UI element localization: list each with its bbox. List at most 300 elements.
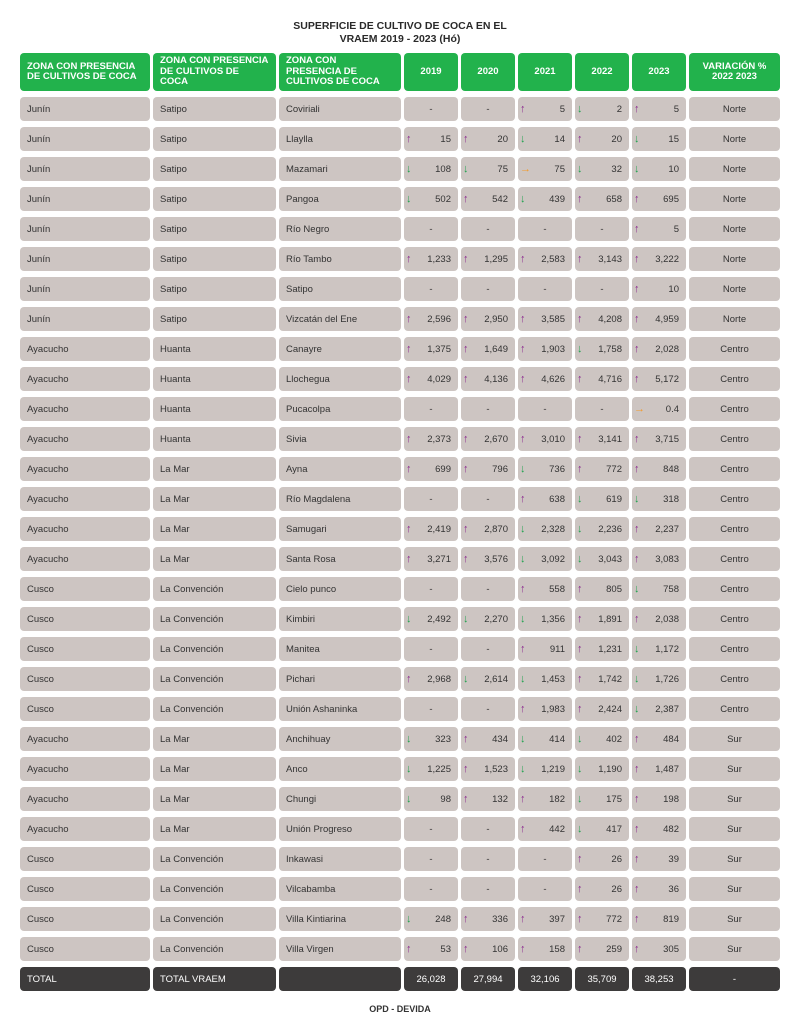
cell-value: 3,092 xyxy=(541,553,565,565)
value-cell-2020 xyxy=(461,907,515,931)
region-cell: Cusco xyxy=(20,637,150,661)
trend-up-icon: ↑ xyxy=(520,373,526,385)
table-row xyxy=(20,307,780,331)
table-row xyxy=(20,397,780,421)
value-cell-2023 xyxy=(632,457,686,481)
region-cell: Ayacucho xyxy=(20,487,150,511)
region-cell: Junín xyxy=(20,157,150,181)
cell-value: 1,375 xyxy=(427,343,451,355)
value-cell-2019 xyxy=(404,487,458,511)
value-cell-2019 xyxy=(404,727,458,751)
province-cell: La Mar xyxy=(153,517,276,541)
trend-up-icon: ↑ xyxy=(577,613,583,625)
cell-value: - xyxy=(486,583,490,595)
cell-value: - xyxy=(486,853,490,865)
total-2022: 35,709 xyxy=(575,967,629,991)
cell-value: 3,143 xyxy=(598,253,622,265)
value-cell-2020 xyxy=(461,157,515,181)
total-empty xyxy=(279,967,401,991)
trend-up-icon: ↑ xyxy=(463,253,469,265)
value-cell-2022 xyxy=(575,877,629,901)
trend-down-icon: ↓ xyxy=(577,763,583,775)
trend-up-icon: ↑ xyxy=(463,133,469,145)
zone-cell: Centro xyxy=(689,607,780,631)
value-cell-2019 xyxy=(404,127,458,151)
value-cell-2021 xyxy=(518,457,572,481)
trend-up-icon: ↑ xyxy=(577,133,583,145)
table-row xyxy=(20,667,780,691)
value-cell-2020 xyxy=(461,727,515,751)
cell-value: 15 xyxy=(668,133,679,145)
trend-up-icon: ↑ xyxy=(577,943,583,955)
value-cell-2019 xyxy=(404,547,458,571)
trend-down-icon: ↓ xyxy=(463,673,469,685)
cell-value: 5 xyxy=(559,103,565,115)
value-cell-2023 xyxy=(632,397,686,421)
value-cell-2022 xyxy=(575,937,629,961)
value-cell-2021 xyxy=(518,97,572,121)
zone-cell: Centro xyxy=(689,547,780,571)
cell-value: 2,419 xyxy=(427,523,451,535)
trend-down-icon: ↓ xyxy=(634,583,640,595)
cell-value: - xyxy=(600,283,604,295)
table-row xyxy=(20,97,780,121)
cell-value: 2,583 xyxy=(541,253,565,265)
value-cell-2021 xyxy=(518,727,572,751)
value-cell-2023 xyxy=(632,247,686,271)
value-cell-2022 xyxy=(575,187,629,211)
cell-value: 2,870 xyxy=(484,523,508,535)
cell-value: 175 xyxy=(606,793,622,805)
trend-up-icon: ↑ xyxy=(406,673,412,685)
cell-value: 3,222 xyxy=(655,253,679,265)
cell-value: - xyxy=(486,283,490,295)
value-cell-2022 xyxy=(575,757,629,781)
cell-value: 638 xyxy=(549,493,565,505)
cell-value: 318 xyxy=(663,493,679,505)
cell-value: 1,453 xyxy=(541,673,565,685)
trend-down-icon: ↓ xyxy=(634,673,640,685)
value-cell-2022 xyxy=(575,697,629,721)
value-cell-2019 xyxy=(404,217,458,241)
cell-value: 36 xyxy=(668,883,679,895)
trend-up-icon: ↑ xyxy=(634,103,640,115)
cell-value: 619 xyxy=(606,493,622,505)
region-cell: Junín xyxy=(20,307,150,331)
cell-value: - xyxy=(429,283,433,295)
trend-up-icon: ↑ xyxy=(577,463,583,475)
cell-value: 1,649 xyxy=(484,343,508,355)
cell-value: 75 xyxy=(497,163,508,175)
value-cell-2020 xyxy=(461,817,515,841)
zone-cell: Centro xyxy=(689,427,780,451)
trend-down-icon: ↓ xyxy=(520,463,526,475)
trend-up-icon: ↑ xyxy=(406,343,412,355)
value-cell-2019 xyxy=(404,397,458,421)
value-cell-2023 xyxy=(632,817,686,841)
table-title xyxy=(0,20,800,46)
cell-value: - xyxy=(429,403,433,415)
cell-value: 1,190 xyxy=(598,763,622,775)
cell-value: - xyxy=(600,223,604,235)
cell-value: 132 xyxy=(492,793,508,805)
value-cell-2023 xyxy=(632,547,686,571)
zone-cell: Norte xyxy=(689,217,780,241)
region-cell: Junín xyxy=(20,187,150,211)
cell-value: 819 xyxy=(663,913,679,925)
cell-value: 2,028 xyxy=(655,343,679,355)
trend-up-icon: ↑ xyxy=(406,373,412,385)
cell-value: 4,716 xyxy=(598,373,622,385)
trend-up-icon: ↑ xyxy=(520,793,526,805)
cell-value: - xyxy=(429,583,433,595)
table-row xyxy=(20,217,780,241)
cell-value: 558 xyxy=(549,583,565,595)
table-row xyxy=(20,337,780,361)
value-cell-2023 xyxy=(632,367,686,391)
trend-up-icon: ↑ xyxy=(577,253,583,265)
province-cell: La Mar xyxy=(153,817,276,841)
district-cell: Satipo xyxy=(279,277,401,301)
value-cell-2019 xyxy=(404,157,458,181)
trend-down-icon: ↓ xyxy=(406,613,412,625)
title-line-1: SUPERFICIE DE CULTIVO DE COCA EN EL xyxy=(293,20,507,32)
cell-value: 4,626 xyxy=(541,373,565,385)
table-row xyxy=(20,907,780,931)
cell-value: 439 xyxy=(549,193,565,205)
region-cell: Ayacucho xyxy=(20,397,150,421)
cell-value: 2,424 xyxy=(598,703,622,715)
region-cell: Junín xyxy=(20,127,150,151)
value-cell-2022 xyxy=(575,817,629,841)
cell-value: 2,614 xyxy=(484,673,508,685)
cell-value: 1,758 xyxy=(598,343,622,355)
value-cell-2023 xyxy=(632,787,686,811)
cell-value: 158 xyxy=(549,943,565,955)
value-cell-2019 xyxy=(404,757,458,781)
table-row xyxy=(20,547,780,571)
zone-cell: Sur xyxy=(689,907,780,931)
value-cell-2023 xyxy=(632,307,686,331)
trend-up-icon: ↑ xyxy=(634,223,640,235)
district-cell: Río Magdalena xyxy=(279,487,401,511)
value-cell-2022 xyxy=(575,397,629,421)
cell-value: 397 xyxy=(549,913,565,925)
value-cell-2022 xyxy=(575,457,629,481)
zone-cell: Norte xyxy=(689,127,780,151)
zone-cell: Centro xyxy=(689,667,780,691)
trend-up-icon: ↑ xyxy=(577,643,583,655)
cell-value: 1,233 xyxy=(427,253,451,265)
value-cell-2020 xyxy=(461,337,515,361)
province-cell: La Mar xyxy=(153,757,276,781)
value-cell-2020 xyxy=(461,607,515,631)
trend-up-icon: ↑ xyxy=(463,763,469,775)
value-cell-2023 xyxy=(632,277,686,301)
header-province: ZONA CON PRESENCIA DE CULTIVOS DE COCA xyxy=(153,53,276,91)
value-cell-2022 xyxy=(575,907,629,931)
value-cell-2022 xyxy=(575,337,629,361)
table-row xyxy=(20,367,780,391)
value-cell-2022 xyxy=(575,847,629,871)
trend-side-icon: → xyxy=(634,403,645,415)
province-cell: La Mar xyxy=(153,727,276,751)
value-cell-2023 xyxy=(632,907,686,931)
zone-cell: Centro xyxy=(689,367,780,391)
trend-down-icon: ↓ xyxy=(406,733,412,745)
cell-value: 75 xyxy=(554,163,565,175)
region-cell: Junín xyxy=(20,217,150,241)
value-cell-2019 xyxy=(404,937,458,961)
district-cell: Anchihuay xyxy=(279,727,401,751)
trend-up-icon: ↑ xyxy=(463,733,469,745)
trend-up-icon: ↑ xyxy=(577,673,583,685)
total-sublabel: TOTAL VRAEM xyxy=(153,967,276,991)
coca-table xyxy=(20,53,780,991)
cell-value: 3,010 xyxy=(541,433,565,445)
total-2020: 27,994 xyxy=(461,967,515,991)
trend-up-icon: ↑ xyxy=(406,253,412,265)
value-cell-2021 xyxy=(518,637,572,661)
trend-up-icon: ↑ xyxy=(634,943,640,955)
trend-up-icon: ↑ xyxy=(577,313,583,325)
cell-value: 848 xyxy=(663,463,679,475)
value-cell-2020 xyxy=(461,217,515,241)
district-cell: Pangoa xyxy=(279,187,401,211)
region-cell: Ayacucho xyxy=(20,727,150,751)
cell-value: 1,742 xyxy=(598,673,622,685)
cell-value: 434 xyxy=(492,733,508,745)
district-cell: Chungi xyxy=(279,787,401,811)
header-district: ZONA CON PRESENCIA DE CULTIVOS DE COCA xyxy=(279,53,401,91)
value-cell-2021 xyxy=(518,427,572,451)
trend-up-icon: ↑ xyxy=(520,583,526,595)
trend-down-icon: ↓ xyxy=(520,733,526,745)
district-cell: Samugari xyxy=(279,517,401,541)
zone-cell: Norte xyxy=(689,307,780,331)
zone-cell: Centro xyxy=(689,337,780,361)
zone-cell: Sur xyxy=(689,847,780,871)
trend-up-icon: ↑ xyxy=(520,343,526,355)
zone-cell: Norte xyxy=(689,97,780,121)
cell-value: 248 xyxy=(435,913,451,925)
cell-value: 3,043 xyxy=(598,553,622,565)
cell-value: 3,576 xyxy=(484,553,508,565)
province-cell: Huanta xyxy=(153,397,276,421)
trend-up-icon: ↑ xyxy=(520,943,526,955)
cell-value: 1,172 xyxy=(655,643,679,655)
value-cell-2023 xyxy=(632,757,686,781)
district-cell: Pichari xyxy=(279,667,401,691)
value-cell-2019 xyxy=(404,637,458,661)
cell-value: 2,237 xyxy=(655,523,679,535)
trend-down-icon: ↓ xyxy=(520,193,526,205)
cell-value: 502 xyxy=(435,193,451,205)
trend-down-icon: ↓ xyxy=(406,193,412,205)
zone-cell: Norte xyxy=(689,187,780,211)
cell-value: 695 xyxy=(663,193,679,205)
cell-value: 2,373 xyxy=(427,433,451,445)
trend-up-icon: ↑ xyxy=(463,523,469,535)
value-cell-2023 xyxy=(632,727,686,751)
cell-value: 5,172 xyxy=(655,373,679,385)
trend-up-icon: ↑ xyxy=(520,823,526,835)
table-row xyxy=(20,757,780,781)
header-variation: VARIACIÓN % 2022 2023 xyxy=(689,53,780,91)
table-row xyxy=(20,787,780,811)
zone-cell: Sur xyxy=(689,757,780,781)
trend-up-icon: ↑ xyxy=(463,193,469,205)
province-cell: La Convención xyxy=(153,877,276,901)
cell-value: 2,038 xyxy=(655,613,679,625)
trend-down-icon: ↓ xyxy=(520,523,526,535)
value-cell-2020 xyxy=(461,847,515,871)
trend-up-icon: ↑ xyxy=(520,433,526,445)
cell-value: 198 xyxy=(663,793,679,805)
trend-up-icon: ↑ xyxy=(463,433,469,445)
cell-value: 2,236 xyxy=(598,523,622,535)
cell-value: 10 xyxy=(668,163,679,175)
table-row xyxy=(20,937,780,961)
cell-value: 98 xyxy=(440,793,451,805)
value-cell-2023 xyxy=(632,847,686,871)
trend-up-icon: ↑ xyxy=(634,523,640,535)
value-cell-2020 xyxy=(461,397,515,421)
trend-up-icon: ↑ xyxy=(634,283,640,295)
value-cell-2023 xyxy=(632,427,686,451)
cell-value: 259 xyxy=(606,943,622,955)
cell-value: 417 xyxy=(606,823,622,835)
cell-value: - xyxy=(429,883,433,895)
trend-up-icon: ↑ xyxy=(634,823,640,835)
value-cell-2021 xyxy=(518,247,572,271)
value-cell-2021 xyxy=(518,277,572,301)
trend-up-icon: ↑ xyxy=(463,943,469,955)
trend-down-icon: ↓ xyxy=(634,493,640,505)
table-row xyxy=(20,847,780,871)
value-cell-2023 xyxy=(632,337,686,361)
trend-down-icon: ↓ xyxy=(520,133,526,145)
cell-value: 911 xyxy=(549,643,565,655)
trend-down-icon: ↓ xyxy=(634,703,640,715)
cell-value: - xyxy=(543,853,547,865)
cell-value: 3,715 xyxy=(655,433,679,445)
cell-value: 3,141 xyxy=(598,433,622,445)
value-cell-2020 xyxy=(461,187,515,211)
cell-value: 14 xyxy=(554,133,565,145)
total-2019: 26,028 xyxy=(404,967,458,991)
trend-down-icon: ↓ xyxy=(406,763,412,775)
value-cell-2020 xyxy=(461,757,515,781)
cell-value: 5 xyxy=(673,103,679,115)
value-cell-2020 xyxy=(461,247,515,271)
total-variation: - xyxy=(689,967,780,991)
province-cell: Satipo xyxy=(153,157,276,181)
value-cell-2023 xyxy=(632,217,686,241)
cell-value: 402 xyxy=(606,733,622,745)
table-row xyxy=(20,187,780,211)
province-cell: La Convención xyxy=(153,637,276,661)
value-cell-2022 xyxy=(575,307,629,331)
value-cell-2022 xyxy=(575,667,629,691)
zone-cell: Centro xyxy=(689,457,780,481)
cell-value: - xyxy=(486,223,490,235)
value-cell-2019 xyxy=(404,877,458,901)
cell-value: 542 xyxy=(492,193,508,205)
value-cell-2023 xyxy=(632,667,686,691)
cell-value: - xyxy=(486,493,490,505)
value-cell-2022 xyxy=(575,157,629,181)
trend-down-icon: ↓ xyxy=(520,673,526,685)
zone-cell: Sur xyxy=(689,727,780,751)
value-cell-2021 xyxy=(518,397,572,421)
value-cell-2019 xyxy=(404,277,458,301)
region-cell: Cusco xyxy=(20,577,150,601)
value-cell-2023 xyxy=(632,637,686,661)
district-cell: Llaylla xyxy=(279,127,401,151)
value-cell-2022 xyxy=(575,217,629,241)
table-row xyxy=(20,157,780,181)
trend-up-icon: ↑ xyxy=(463,343,469,355)
value-cell-2020 xyxy=(461,667,515,691)
value-cell-2020 xyxy=(461,127,515,151)
trend-down-icon: ↓ xyxy=(463,163,469,175)
district-cell: Kimbiri xyxy=(279,607,401,631)
value-cell-2019 xyxy=(404,907,458,931)
value-cell-2019 xyxy=(404,97,458,121)
district-cell: Santa Rosa xyxy=(279,547,401,571)
cell-value: 336 xyxy=(492,913,508,925)
cell-value: 3,585 xyxy=(541,313,565,325)
trend-up-icon: ↑ xyxy=(634,853,640,865)
value-cell-2023 xyxy=(632,97,686,121)
table-row xyxy=(20,877,780,901)
header-2023: 2023 xyxy=(632,53,686,91)
header-2022: 2022 xyxy=(575,53,629,91)
value-cell-2020 xyxy=(461,787,515,811)
region-cell: Ayacucho xyxy=(20,517,150,541)
value-cell-2019 xyxy=(404,307,458,331)
value-cell-2022 xyxy=(575,367,629,391)
trend-up-icon: ↑ xyxy=(463,913,469,925)
district-cell: Llochegua xyxy=(279,367,401,391)
value-cell-2019 xyxy=(404,517,458,541)
cell-value: 484 xyxy=(663,733,679,745)
trend-down-icon: ↓ xyxy=(520,553,526,565)
cell-value: 758 xyxy=(663,583,679,595)
cell-value: - xyxy=(486,643,490,655)
cell-value: - xyxy=(429,643,433,655)
trend-up-icon: ↑ xyxy=(520,103,526,115)
trend-up-icon: ↑ xyxy=(463,793,469,805)
value-cell-2020 xyxy=(461,877,515,901)
region-cell: Ayacucho xyxy=(20,337,150,361)
cell-value: 10 xyxy=(668,283,679,295)
cell-value: - xyxy=(429,823,433,835)
cell-value: 442 xyxy=(549,823,565,835)
zone-cell: Sur xyxy=(689,817,780,841)
value-cell-2021 xyxy=(518,697,572,721)
trend-up-icon: ↑ xyxy=(634,433,640,445)
trend-up-icon: ↑ xyxy=(406,943,412,955)
trend-up-icon: ↑ xyxy=(634,733,640,745)
value-cell-2023 xyxy=(632,187,686,211)
cell-value: 1,231 xyxy=(598,643,622,655)
province-cell: Satipo xyxy=(153,307,276,331)
value-cell-2021 xyxy=(518,337,572,361)
trend-down-icon: ↓ xyxy=(406,163,412,175)
cell-value: 2,950 xyxy=(484,313,508,325)
